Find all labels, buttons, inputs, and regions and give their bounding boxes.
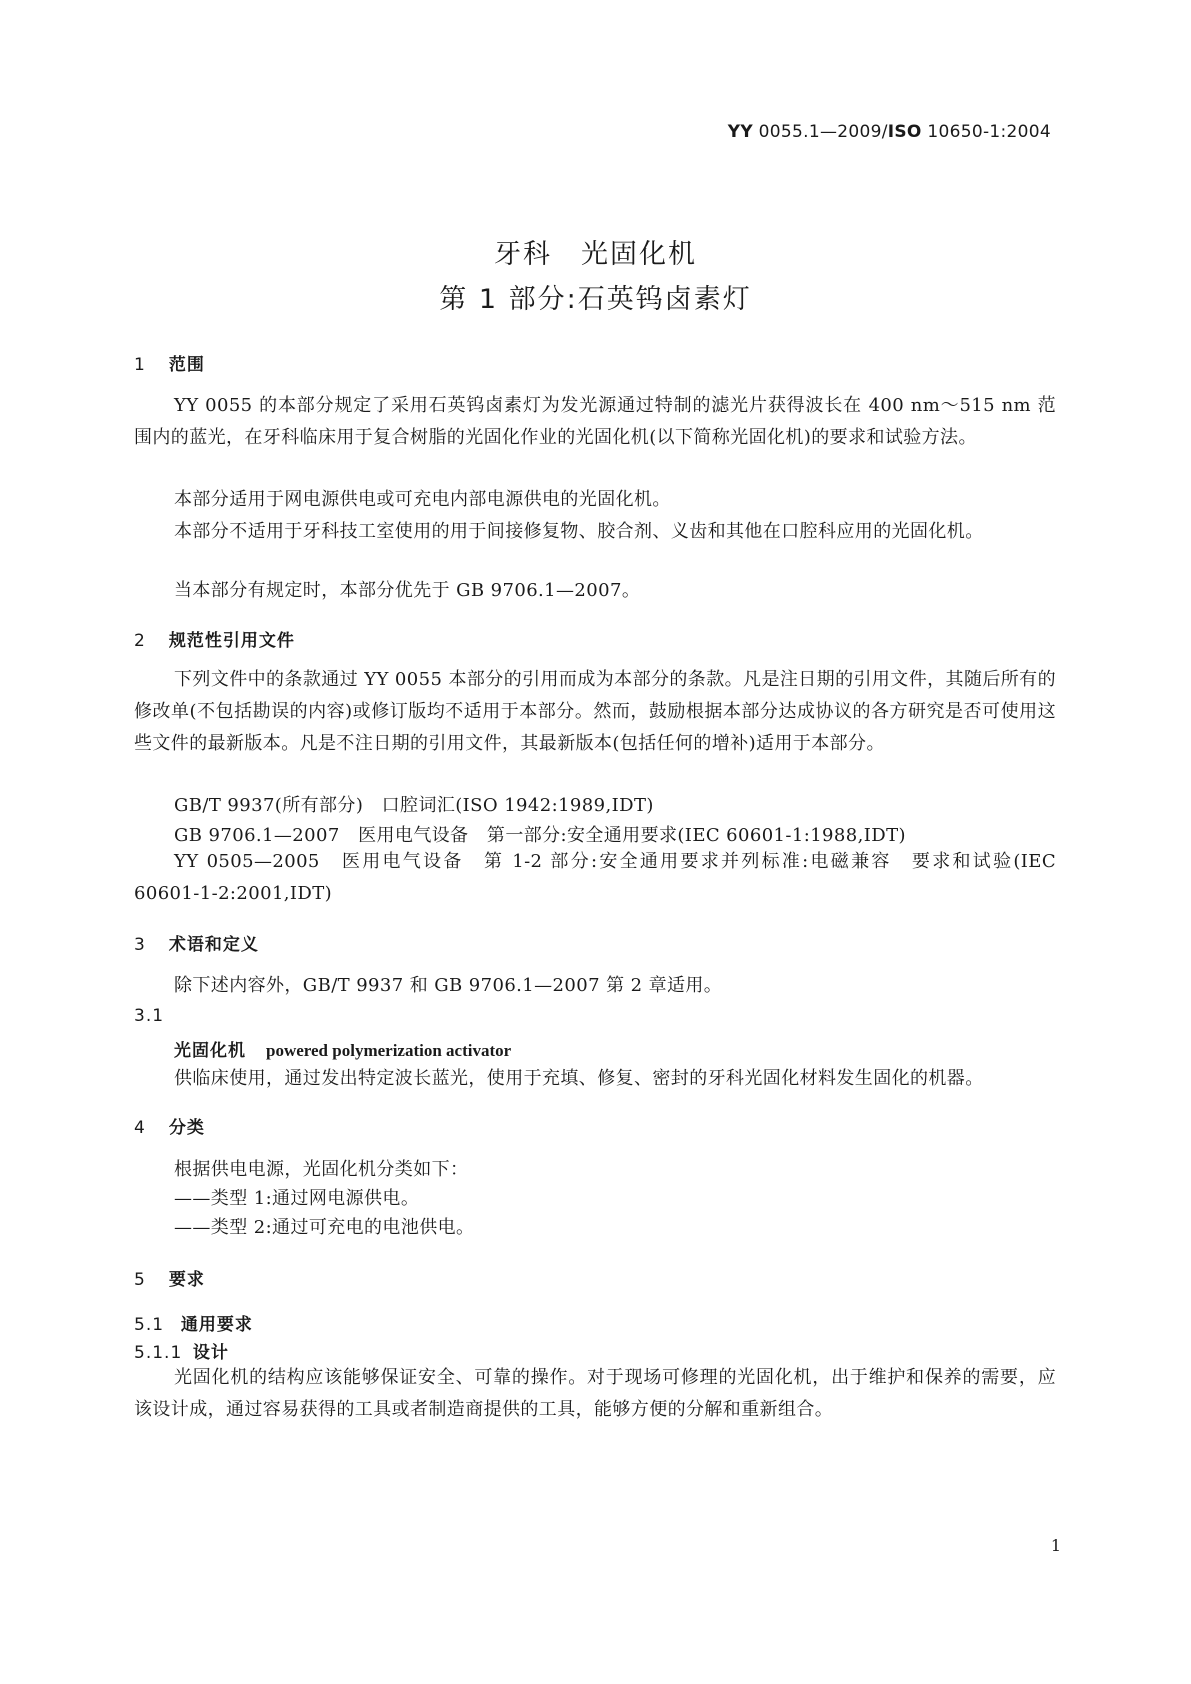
term-entry — [174, 1036, 511, 1061]
section-title: 要求 — [168, 1270, 205, 1290]
title-line-1: 牙科 光固化机 — [494, 239, 697, 270]
std-code-rest: 0055.1—2009/ — [752, 122, 888, 142]
section-3-heading — [134, 930, 259, 955]
section-3-paragraph-1: 除下述内容外，GB/T 9937 和 GB 9706.1—2007 第 2 章适用。 — [174, 975, 723, 996]
section-number: 2 — [134, 631, 146, 651]
section-number: 5 — [134, 1270, 146, 1290]
section-number: 1 — [134, 355, 146, 375]
section-5-heading — [134, 1265, 205, 1290]
section-1-paragraph-1: YY 0055 的本部分规定了采用石英钨卤素灯为发光源通过特制的滤光片获得波长在 400 nm～515 nm 范围内的蓝光，在牙科临床用于复合树脂的光固化作业的光固化机(以下简称光固化机)的要求和试验方法。 — [134, 395, 1056, 448]
reference-1: GB/T 9937(所有部分) 口腔词汇(ISO 1942:1989,IDT) — [174, 795, 654, 816]
section-1-paragraph-3: 本部分不适用于牙科技工室使用的用于间接修复物、胶合剂、义齿和其他在口腔科应用的光固化机。 — [174, 521, 984, 542]
page-number: 1 — [1050, 1536, 1061, 1555]
term-definition: 供临床使用，通过发出特定波长蓝光，使用于充填、修复、密封的牙科光固化材料发生固化的机器。 — [174, 1068, 984, 1089]
std-code-yy: YY — [727, 122, 753, 142]
section-4-heading — [134, 1113, 205, 1138]
subsection-number: 5.1.1 — [134, 1343, 183, 1363]
section-title: 范围 — [168, 355, 205, 375]
title-line-2: 第 1 部分:石英钨卤素灯 — [439, 284, 752, 315]
section-2-heading — [134, 626, 295, 651]
subsection-5-1-heading — [134, 1310, 253, 1335]
section-title: 规范性引用文件 — [168, 631, 295, 651]
section-1-heading — [134, 350, 205, 375]
subsection-3-1-number: 3.1 — [134, 1006, 165, 1026]
term-chinese: 光固化机 — [174, 1041, 246, 1061]
section-number: 4 — [134, 1118, 146, 1138]
std-code-tail: 10650-1:2004 — [921, 122, 1051, 142]
section-title: 术语和定义 — [168, 935, 259, 955]
section-number: 3 — [134, 935, 146, 955]
section-5-paragraph-1: 光固化机的结构应该能够保证安全、可靠的操作。对于现场可修理的光固化机，出于维护和保养的需要，应该设计成，通过容易获得的工具或者制造商提供的工具，能够方便的分解和重新组合。 — [134, 1367, 1056, 1420]
section-1-paragraph-2: 本部分适用于网电源供电或可充电内部电源供电的光固化机。 — [174, 489, 671, 510]
classification-item-1: ——类型 1:通过网电源供电。 — [174, 1188, 420, 1209]
section-2-paragraph-1: 下列文件中的条款通过 YY 0055 本部分的引用而成为本部分的条款。凡是注日期的引用文件，其随后所有的修改单(不包括勘误的内容)或修订版均不适用于本部分。然而，鼓励根据本部分达成协议的各方研究是否可使用这些文件的最新版本。凡是不注日期的引用文件，其最新版本(包括任何的增补)适用于本部分。 — [134, 669, 1056, 754]
std-code-iso: ISO — [887, 122, 922, 142]
section-title: 分类 — [168, 1118, 205, 1138]
standard-code — [728, 122, 1051, 142]
subsection-title: 设计 — [192, 1343, 229, 1363]
subsection-5-1-1-heading — [134, 1338, 229, 1363]
section-4-paragraph-1: 根据供电电源，光固化机分类如下： — [174, 1159, 469, 1180]
reference-3: YY 0505—2005 医用电气设备 第 1-2 部分:安全通用要求并列标准:电磁兼容 要求和试验(IEC 60601-1-2:2001,IDT) — [134, 851, 1056, 904]
term-english: powered polymerization activator — [266, 1041, 512, 1060]
subsection-number: 5.1 — [134, 1315, 165, 1335]
classification-item-2: ——类型 2:通过可充电的电池供电。 — [174, 1217, 475, 1238]
subsection-title: 通用要求 — [180, 1315, 253, 1335]
reference-2: GB 9706.1—2007 医用电气设备 第一部分:安全通用要求(IEC 60601-1:1988,IDT) — [174, 825, 906, 846]
section-1-paragraph-4: 当本部分有规定时，本部分优先于 GB 9706.1—2007。 — [174, 580, 641, 601]
